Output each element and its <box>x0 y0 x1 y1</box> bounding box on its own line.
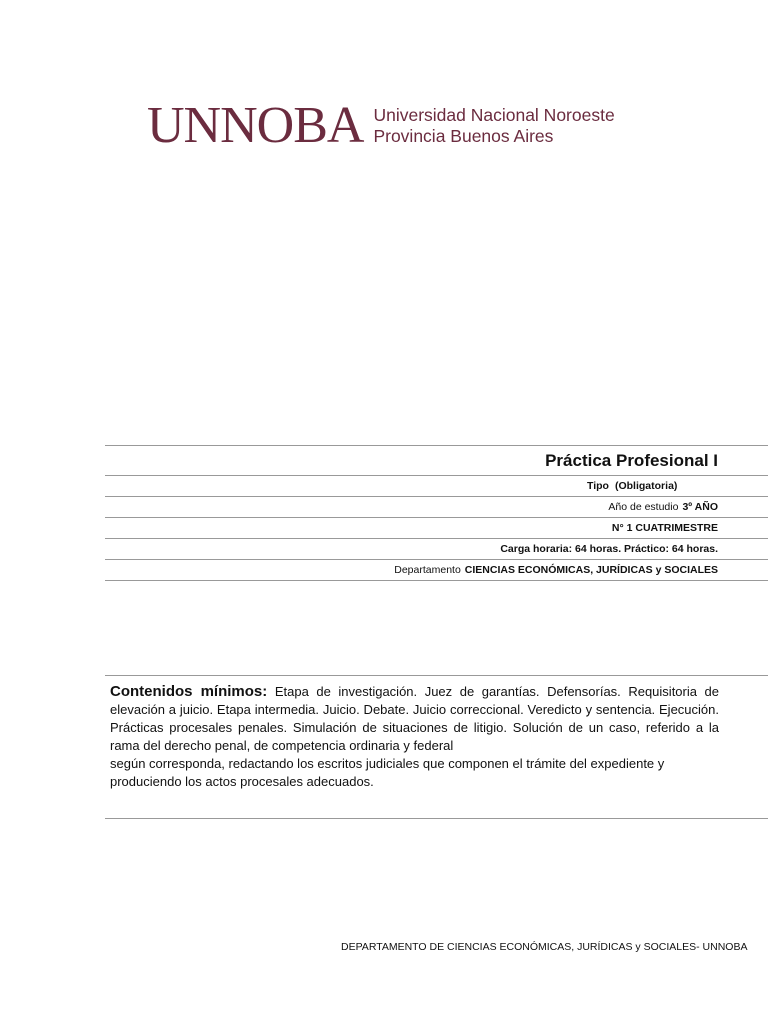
logo-line-2: Provincia Buenos Aires <box>373 126 554 146</box>
course-title: Práctica Profesional I <box>545 450 718 470</box>
course-info-table <box>105 445 768 581</box>
contenidos-text-1: Etapa de investigación. Juez de garantías. Defensorías. Requisitoria de elevación a juicio. Etapa intermedia. Juicio. Debate. Juicio correccional. Veredicto y sentencia. Ejecución. Prácticas procesales penales. Simulación de situaciones de litigio. Solución de un caso, referido a la rama del derecho penal, de competencia ordinaria y federal <box>110 684 719 753</box>
tipo-value: (Obligatoria) <box>614 480 678 492</box>
course-title-row <box>105 445 768 476</box>
page-footer: DEPARTAMENTO DE CIENCIAS ECONÓMICAS, JURÍDICAS y SOCIALES- UNNOBA <box>341 941 748 953</box>
carga-value: Carga horaria: 64 horas. Práctico: 64 horas. <box>500 543 718 555</box>
anio-label: Año de estudio <box>608 501 679 513</box>
departamento-value: CIENCIAS ECONÓMICAS, JURÍDICAS y SOCIALES <box>464 564 718 576</box>
anio-row <box>105 497 768 518</box>
logo-line-1: Universidad Nacional Noroeste <box>373 105 615 125</box>
contenidos-text-2: según corresponda, redactando los escritos judiciales que componen el trámite del expediente y produciendo los actos procesales adecuados. <box>110 756 665 789</box>
tipo-row <box>105 476 768 497</box>
departamento-row <box>105 560 768 581</box>
cuatrimestre-value: N° 1 CUATRIMESTRE <box>611 522 718 534</box>
contenidos-paragraph <box>110 683 719 755</box>
carga-row <box>105 539 768 560</box>
logo-mark: UNNOBA <box>147 97 364 154</box>
contenidos-section <box>105 675 768 819</box>
cuatrimestre-row <box>105 518 768 539</box>
anio-value: 3º AÑO <box>682 501 718 513</box>
tipo-label: Tipo <box>587 480 609 492</box>
departamento-label: Departamento <box>394 564 461 576</box>
logo-text <box>373 105 614 147</box>
unnoba-logo <box>147 97 615 154</box>
contenidos-label: Contenidos mínimos: <box>110 683 268 700</box>
